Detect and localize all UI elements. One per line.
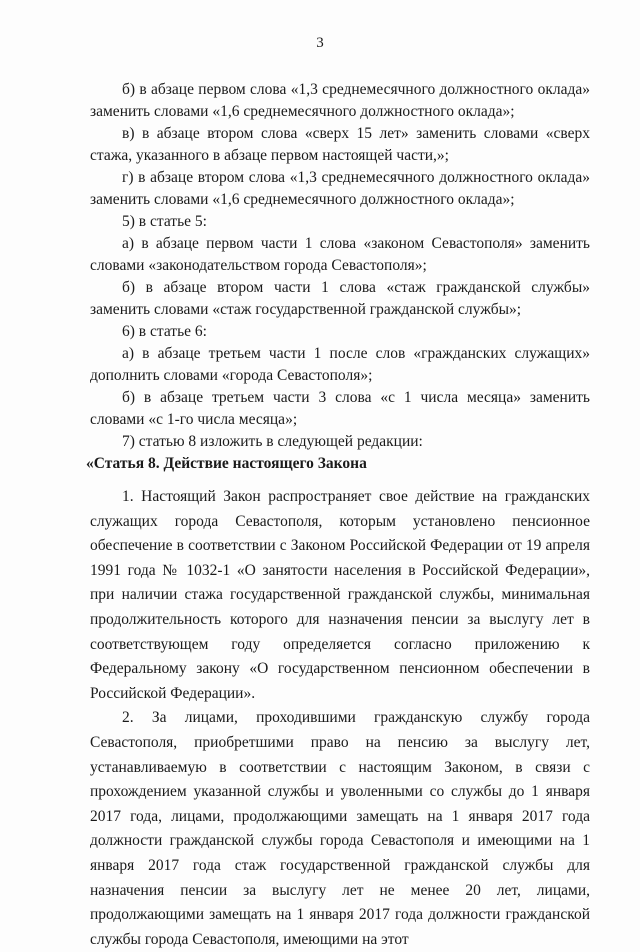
paragraph: 7) статью 8 изложить в следующей редакции: bbox=[122, 433, 423, 450]
paragraph: 5) в статье 5: bbox=[122, 213, 207, 230]
paragraph: а) в абзаце третьем части 1 после слов «гражданских служащих» дополнить словами «города Севастополя»; bbox=[90, 345, 590, 384]
paragraph: б) в абзаце первом слова «1,3 среднемесячного должностного оклада» заменить словами «1,6 среднемесячного должностного оклада»; bbox=[90, 81, 590, 120]
paragraph: 1. Настоящий Закон распространяет свое действие на гражданских служащих города Севастополя, которым установлено пенсионное обеспечение в соответствии с Законом Российской Федерации от 19 апреля 1991 года № 1032-1 «О занятости населения в Российской Федерации», при наличии стажа государственной гражданской службы, минимальная продолжительность которого для назначения пенсии за выслугу лет в соответствующем году определяется согласно приложению к Федеральному закону «О государственном пенсионном обеспечении в Российской Федерации». bbox=[90, 488, 590, 702]
article-body bbox=[90, 485, 590, 952]
article-heading: «Статья 8. Действие настоящего Закона bbox=[86, 455, 367, 472]
paragraph: б) в абзаце втором части 1 слова «стаж гражданской службы» заменить словами «стаж государственной гражданской службы»; bbox=[90, 279, 590, 318]
page-number: 3 bbox=[316, 35, 324, 51]
paragraph: а) в абзаце первом части 1 слова «законом Севастополя» заменить словами «законодательством города Севастополя»; bbox=[90, 235, 590, 274]
paragraph: б) в абзаце третьем части 3 слова «с 1 числа месяца» заменить словами «с 1-го числа месяца»; bbox=[90, 389, 590, 428]
paragraph: в) в абзаце втором слова «сверх 15 лет» заменить словами «сверх стажа, указанного в абзаце первом настоящей части,»; bbox=[90, 125, 590, 164]
paragraph: 2. За лицами, проходившими гражданскую службу города Севастополя, приобретшими право на пенсию за выслугу лет, устанавливаемую в соответствии с настоящим Законом, в связи с прохождением указанной службы и уволенными со службы до 1 января 2017 года, лицами, продолжающими замещать на 1 января 2017 года должности гражданской службы города Севастополя и имеющими на 1 января 2017 года стаж государственной гражданской службы для назначения пенсии за выслугу лет не менее 20 лет, лицами, продолжающими замещать на 1 января 2017 года должности гражданской службы города Севастополя, имеющими на этот bbox=[90, 709, 590, 948]
paragraph: 6) в статье 6: bbox=[122, 323, 207, 340]
paragraph: г) в абзаце втором слова «1,3 среднемесячного должностного оклада» заменить словами «1,6 среднемесячного должностного оклада»; bbox=[90, 169, 590, 208]
document-body bbox=[86, 79, 590, 952]
